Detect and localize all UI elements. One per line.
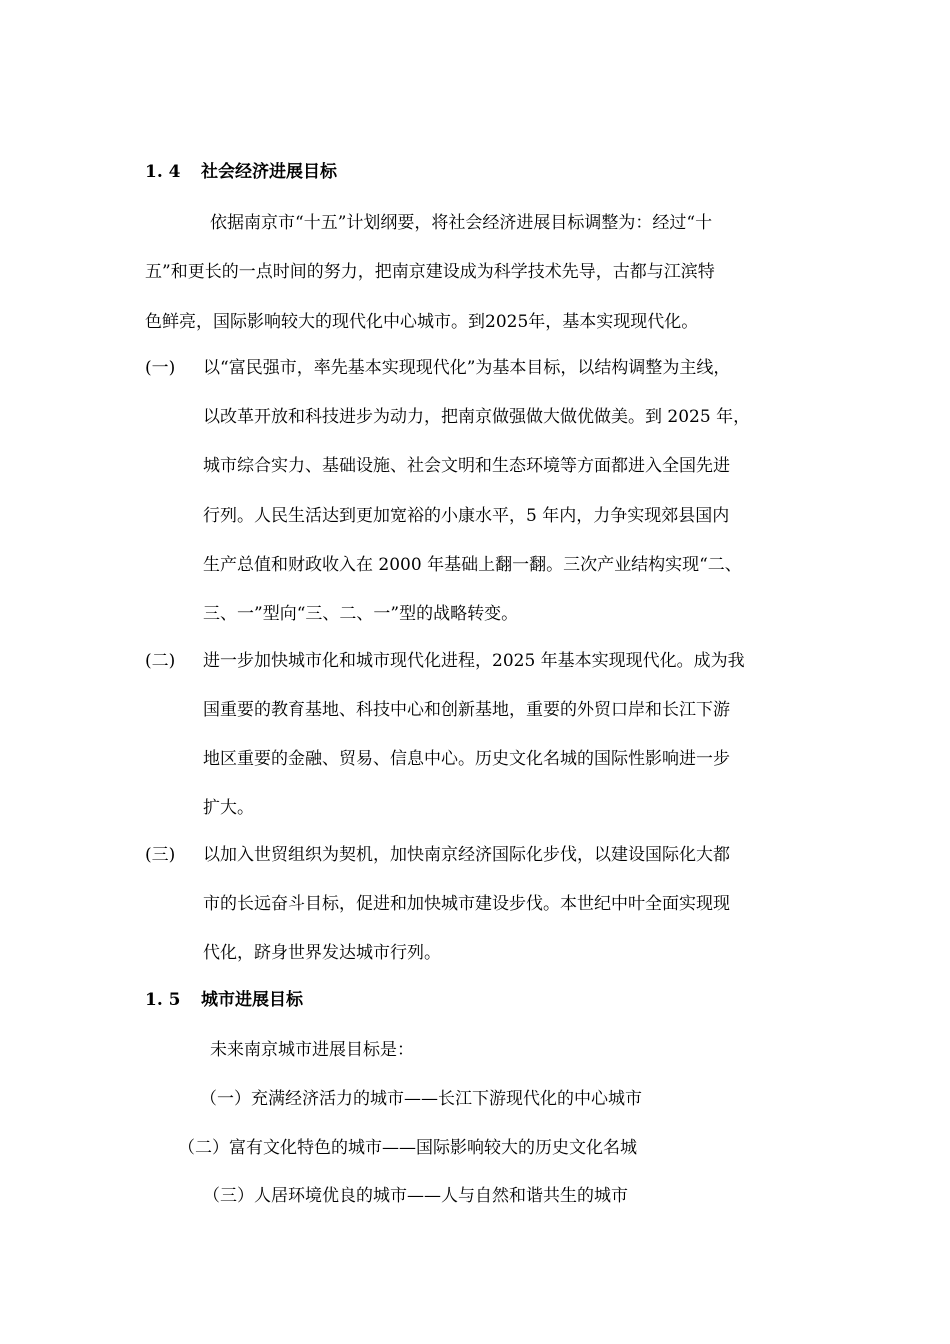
list-marker: (二) — [145, 651, 176, 671]
list-item-line: 城市综合实力、基础设施、社会文明和生态环境等方面都进入全国先进 — [203, 456, 730, 476]
goal-line: （三）人居环境优良的城市——人与自然和谐共生的城市 — [203, 1186, 628, 1206]
list-item-line: 进一步加快城市化和城市现代化进程，2025 年基本实现现代化。成为我 — [203, 651, 745, 671]
list-item-line: 市的长远奋斗目标，促进和加快城市建设步伐。本世纪中叶全面实现现 — [203, 894, 730, 914]
section-number: 1. 4 — [145, 162, 181, 182]
list-item-line: 扩大。 — [203, 798, 254, 818]
list-item-line: 三、一”型向“三、二、一”型的战略转变。 — [203, 604, 519, 624]
list-item-line: 以加入世贸组织为契机，加快南京经济国际化步伐，以建设国际化大都 — [203, 845, 730, 865]
section-heading-1-5 — [145, 988, 303, 1012]
section-heading-1-4 — [145, 160, 337, 184]
section-title: 社会经济进展目标 — [201, 162, 337, 182]
list-item-line: 以改革开放和科技进步为动力，把南京做强做大做优做美。到 2025 年， — [203, 407, 751, 427]
list-item-line: 行列。人民生活达到更加宽裕的小康水平，5 年内，力争实现郊县国内 — [203, 506, 730, 526]
list-item-line: 地区重要的金融、贸易、信息中心。历史文化名城的国际性影响进一步 — [203, 749, 730, 769]
list-item-line: 生产总值和财政收入在 2000 年基础上翻一翻。三次产业结构实现“二、 — [203, 555, 742, 575]
paragraph-line: 色鲜亮，国际影响较大的现代化中心城市。到2025年，基本实现现代化。 — [145, 312, 699, 332]
paragraph-line: 未来南京城市进展目标是： — [210, 1040, 414, 1060]
list-item-line: 以“富民强市，率先基本实现现代化”为基本目标，以结构调整为主线， — [203, 358, 731, 378]
section-number: 1. 5 — [145, 990, 181, 1010]
paragraph-line: 依据南京市“十五”计划纲要，将社会经济进展目标调整为：经过“十 — [210, 213, 713, 233]
list-marker: (一) — [145, 358, 176, 378]
list-item-line: 代化，跻身世界发达城市行列。 — [203, 943, 441, 963]
section-title: 城市进展目标 — [201, 990, 303, 1010]
goal-line: （二）富有文化特色的城市——国际影响较大的历史文化名城 — [178, 1138, 637, 1158]
paragraph-line: 五”和更长的一点时间的努力，把南京建设成为科学技术先导，古都与江滨特 — [145, 262, 715, 282]
goal-line: （一）充满经济活力的城市——长江下游现代化的中心城市 — [200, 1089, 642, 1109]
list-item-line: 国重要的教育基地、科技中心和创新基地，重要的外贸口岸和长江下游 — [203, 700, 730, 720]
list-marker: (三) — [145, 845, 176, 865]
